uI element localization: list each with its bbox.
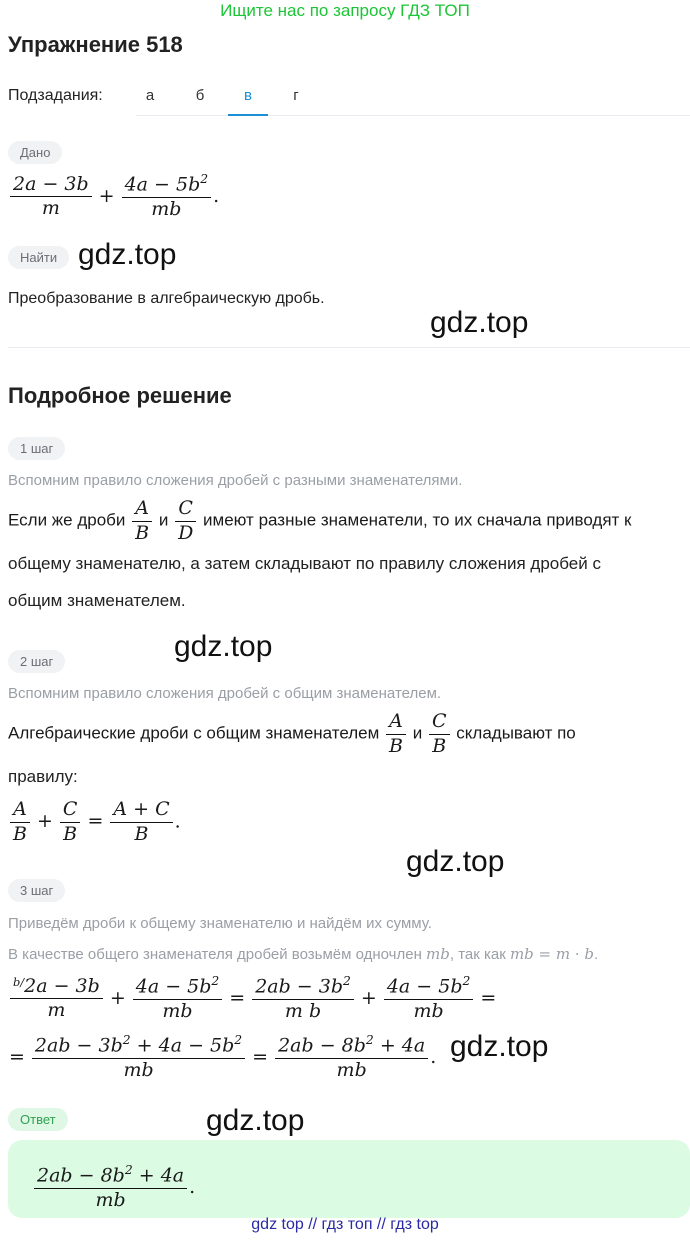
solution-title: Подробное решение (8, 383, 232, 408)
answer-pill: Ответ (8, 1108, 68, 1131)
plus-sign: + (36, 810, 53, 833)
fraction-denominator: m b (284, 1000, 322, 1023)
period: . (213, 184, 220, 207)
fraction-numerator: A + C (110, 798, 172, 823)
fraction-c-b (429, 710, 450, 759)
fraction (275, 1033, 428, 1083)
equals-sign: = (9, 1045, 25, 1068)
fraction-denominator: D (178, 521, 194, 544)
step-1-line-2: общему знаменателю, а затем складывают по правилу сложения дробей с (8, 554, 601, 573)
watermark: gdz.top (78, 238, 177, 271)
fraction-a-b (386, 710, 406, 759)
fraction (384, 974, 474, 1024)
fraction-denominator: mb (413, 1000, 444, 1023)
step-1-line-3: общим знаменателем. (8, 591, 186, 610)
fraction-numerator: $^{b/}$2a − 3b (10, 975, 103, 1000)
subtasks-label: Подзадания: (8, 87, 103, 104)
period: . (174, 810, 181, 833)
fraction-denominator: B (13, 822, 27, 845)
step-3-hint: Приведём дроби к общему знаменателю и найдём их сумму. (8, 915, 432, 932)
addition-rule (8, 798, 181, 847)
fraction-numerator: $2ab - 8b^2 + 4a$ (275, 1033, 428, 1059)
subtasks-bar (8, 78, 690, 116)
text: и (412, 723, 423, 743)
fraction-numerator: $4a - 5b^2$ (133, 974, 223, 1000)
tab-b[interactable]: б (195, 87, 205, 104)
given-pill: Дано (8, 141, 62, 164)
footer-links[interactable]: gdz top // гдз топ // гдз top (251, 1216, 439, 1233)
fraction-denominator: m (47, 999, 66, 1022)
text: складывают по (456, 723, 576, 743)
text: имеют разные знаменатели, то их сначала приводят к (203, 510, 632, 530)
step-3-row-1 (8, 974, 501, 1024)
fraction-numerator: $4a - 5b^2$ (122, 172, 212, 198)
watermark: gdz.top (450, 1030, 549, 1063)
tab-a[interactable]: а (145, 87, 155, 104)
fraction (252, 974, 354, 1024)
fraction-numerator: C (175, 497, 196, 522)
watermark: gdz.top (174, 630, 273, 663)
step-2-line-1 (8, 710, 576, 759)
fraction-denominator: B (389, 734, 404, 757)
given-expression (8, 172, 219, 222)
top-banner: Ищите нас по запросу ГДЗ ТОП (220, 1, 470, 20)
watermark: gdz.top (206, 1104, 305, 1137)
answer-expression (32, 1163, 195, 1213)
find-pill: Найти (8, 246, 69, 269)
plus-sign: + (109, 986, 126, 1009)
fraction-numerator: C (60, 798, 81, 823)
fraction (10, 798, 30, 847)
given-fraction-1 (10, 173, 92, 222)
step-1-line-1 (8, 497, 631, 546)
plus-sign: + (98, 184, 115, 207)
fraction-denominator: m (41, 197, 60, 220)
equals-sign: = (87, 810, 104, 833)
period: . (189, 1175, 196, 1198)
tab-g[interactable]: г (293, 87, 299, 104)
fraction-denominator: mb (151, 198, 182, 221)
fraction-numerator: $2ab - 3b^2 + 4a - 5b^2$ (32, 1033, 245, 1059)
fraction-numerator: $2ab - 8b^2 + 4a$ (34, 1163, 187, 1189)
fraction-denominator: mb (162, 1000, 193, 1023)
fraction-numerator: $2ab - 3b^2$ (252, 974, 354, 1000)
fraction-denominator: B (432, 734, 447, 757)
step-2-line-2: правилу: (8, 767, 78, 786)
step-2-hint: Вспомним правило сложения дробей с общим знаменателем. (8, 685, 442, 702)
given-fraction-2 (122, 172, 212, 222)
step-1-hint: Вспомним правило сложения дробей с разными знаменателями. (8, 472, 463, 489)
step-2-pill: 2 шаг (8, 650, 65, 673)
step-3-hint-2: В качестве общего знаменателя дробей возьмём одночлен mb, так как mb = m · b. (8, 945, 599, 963)
watermark: gdz.top (406, 845, 505, 878)
fraction-denominator: mb (123, 1059, 154, 1082)
fraction (60, 798, 81, 847)
step-3-pill: 3 шаг (8, 879, 65, 902)
equals-sign: = (480, 986, 497, 1009)
tab-v[interactable]: в (228, 87, 268, 116)
fraction (10, 975, 103, 1024)
fraction (110, 798, 172, 847)
equals-sign: = (252, 1045, 269, 1068)
find-text: Преобразование в алгебраическую дробь. (8, 290, 325, 307)
text: Алгебраические дроби с общим знаменателем (8, 723, 380, 743)
watermark: gdz.top (430, 306, 529, 339)
step-3-row-2 (4, 1033, 436, 1083)
fraction-denominator: mb (336, 1059, 367, 1082)
equals-sign: = (229, 986, 246, 1009)
step-1-pill: 1 шаг (8, 437, 65, 460)
monomial: mb (426, 945, 450, 963)
fraction-numerator: A (10, 798, 30, 823)
plus-sign: + (360, 986, 377, 1009)
fraction-numerator: A (386, 710, 406, 735)
fraction-c-d (175, 497, 196, 546)
fraction-a-b (132, 497, 152, 546)
fraction-denominator: B (135, 521, 150, 544)
text: и (158, 510, 169, 530)
fraction-denominator: mb (95, 1189, 126, 1212)
fraction-numerator: 2a − 3b (10, 173, 92, 198)
fraction-numerator: $4a - 5b^2$ (384, 974, 474, 1000)
fraction (34, 1163, 187, 1213)
fraction-numerator: C (429, 710, 450, 735)
period: . (430, 1045, 437, 1068)
page-title: Упражнение 518 (8, 32, 183, 57)
fraction-denominator: B (63, 822, 78, 845)
fraction (32, 1033, 245, 1083)
equation: mb = m · b (509, 945, 595, 963)
fraction (133, 974, 223, 1024)
fraction-denominator: B (134, 822, 149, 845)
text: Если же дроби (8, 510, 126, 530)
divider (8, 347, 690, 348)
fraction-numerator: A (132, 497, 152, 522)
